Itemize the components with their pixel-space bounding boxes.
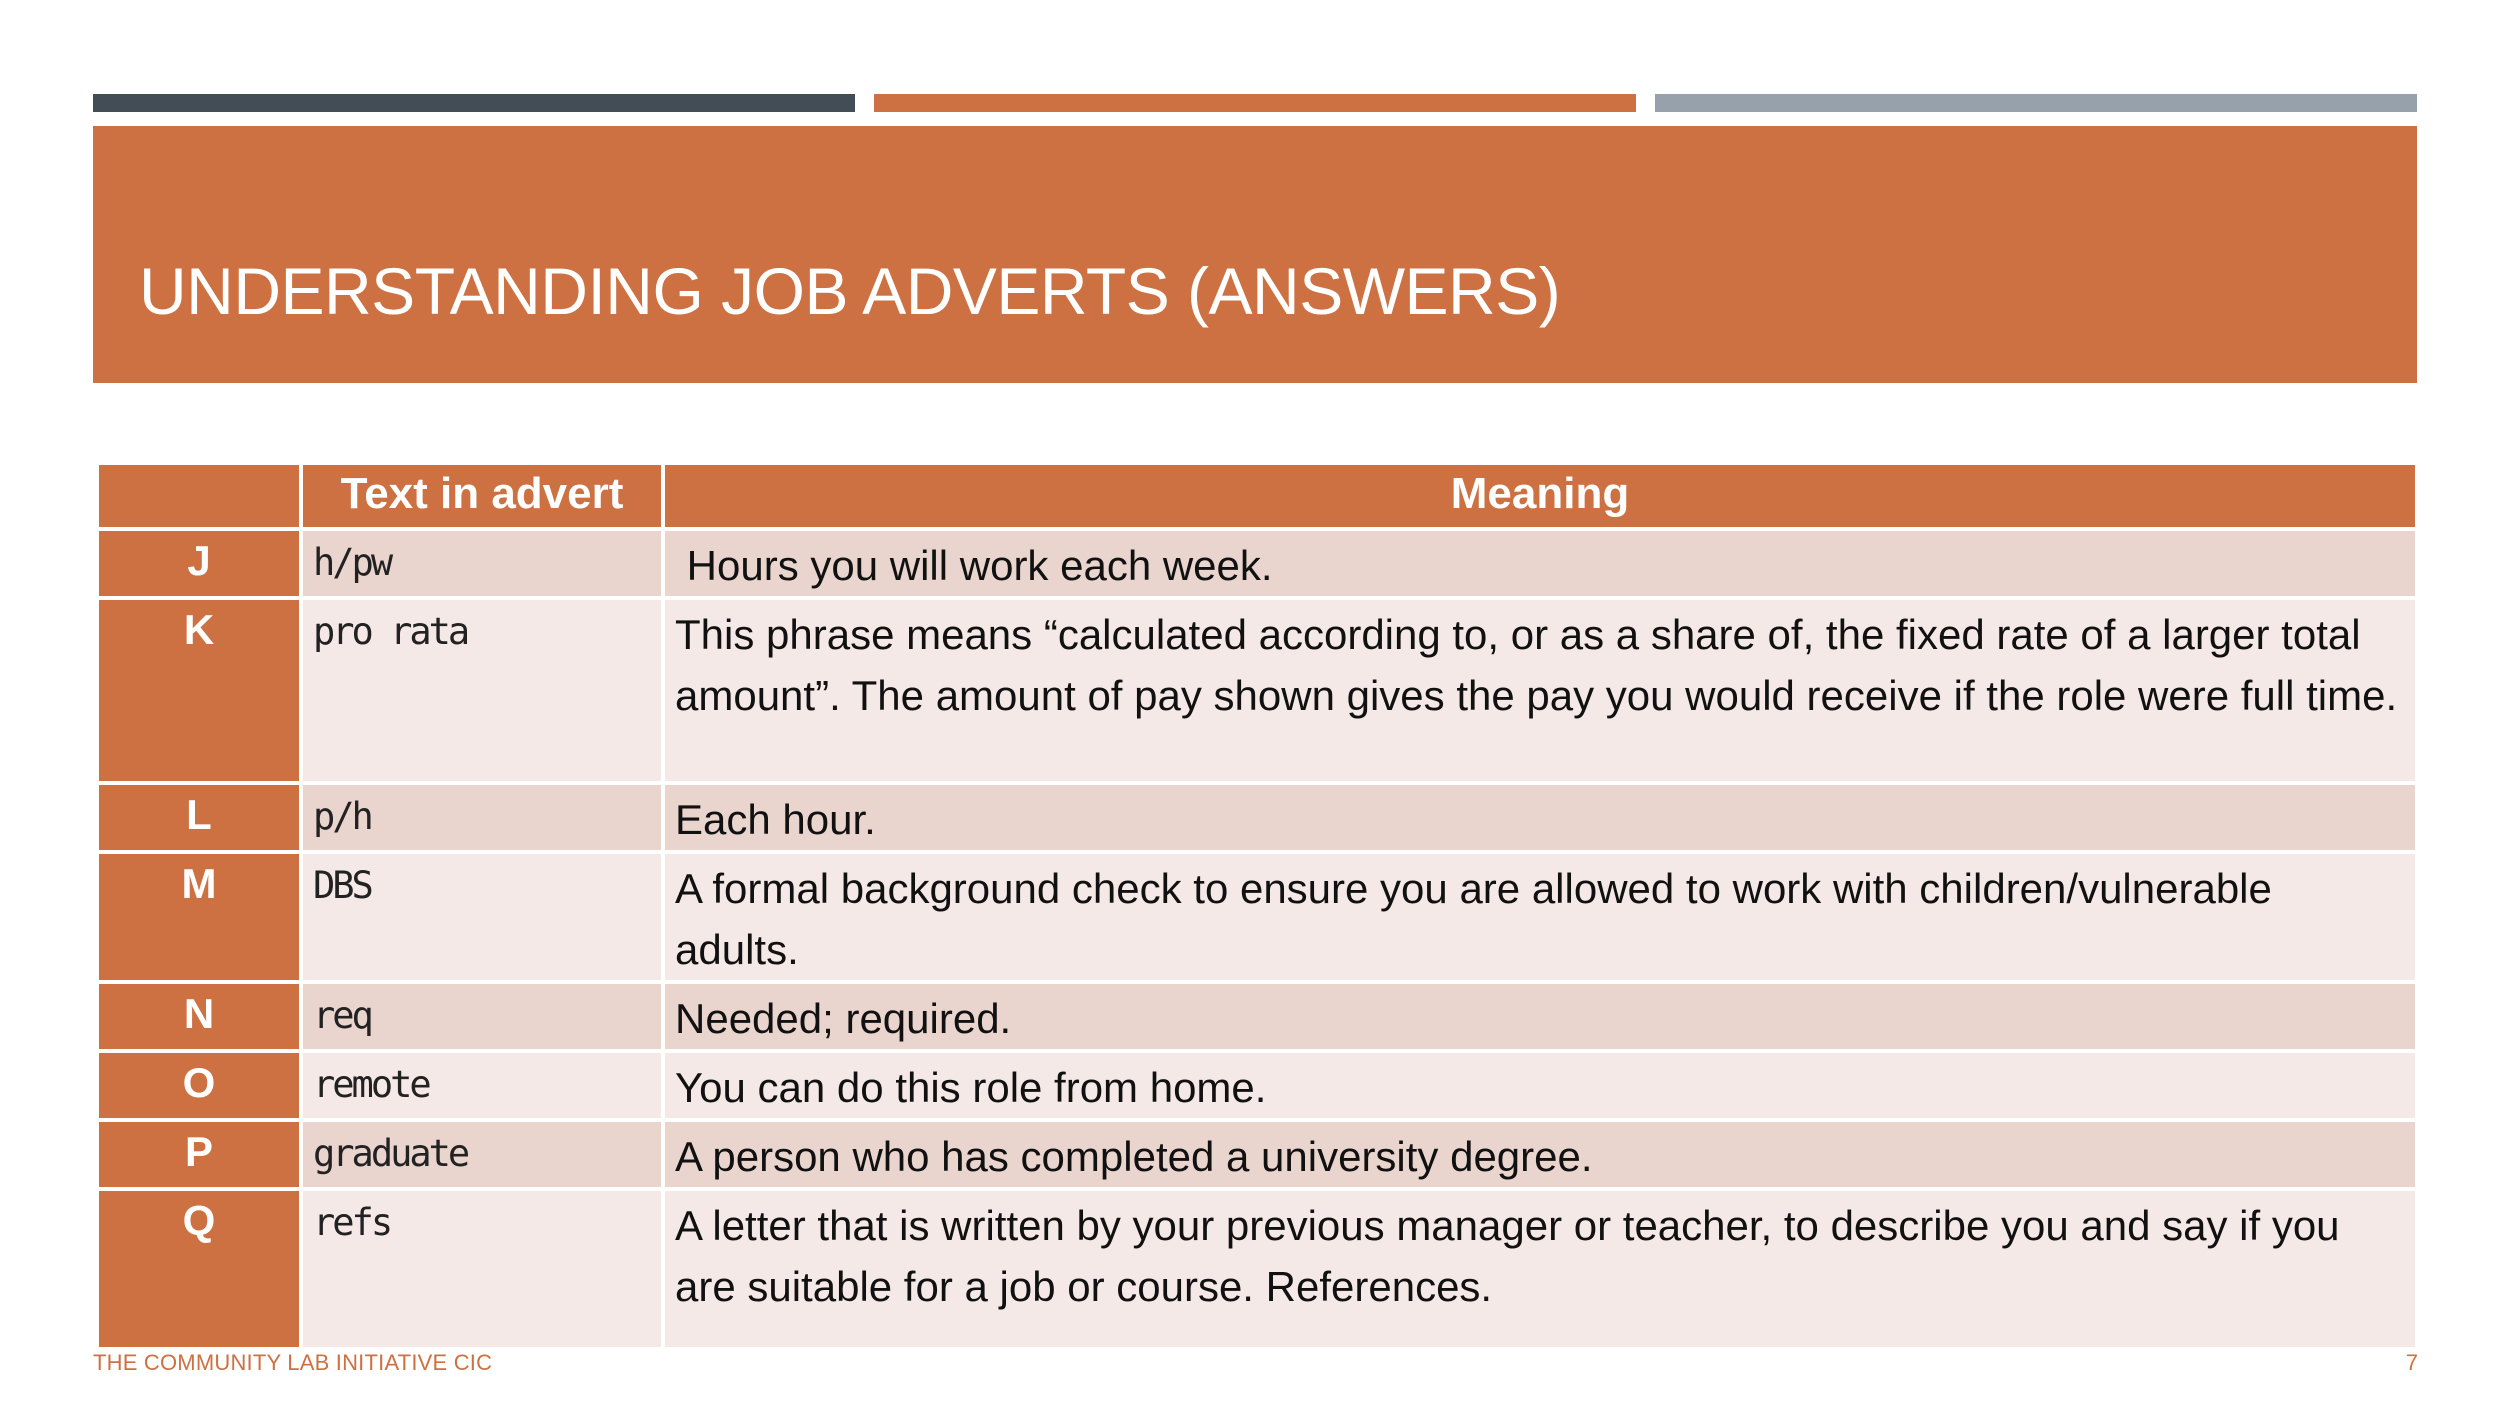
table-row	[97, 982, 2417, 1051]
answers-table	[95, 461, 2419, 1351]
row-letter: J	[97, 529, 301, 598]
row-meaning: Each hour.	[663, 783, 2417, 852]
top-accent-bar-orange	[874, 94, 1636, 112]
row-letter: O	[97, 1051, 301, 1120]
row-letter: N	[97, 982, 301, 1051]
row-letter: Q	[97, 1189, 301, 1349]
row-advert-text: graduate	[301, 1120, 663, 1189]
row-letter: K	[97, 598, 301, 783]
top-accent-bar-grey	[1655, 94, 2417, 112]
row-letter: P	[97, 1120, 301, 1189]
row-advert-text: pro rata	[301, 598, 663, 783]
header-text-in-advert: Text in advert	[301, 463, 663, 529]
slide-title: UNDERSTANDING JOB ADVERTS (ANSWERS)	[139, 254, 1561, 328]
table-row	[97, 852, 2417, 982]
row-letter: L	[97, 783, 301, 852]
header-letter	[97, 463, 301, 529]
row-meaning: A person who has completed a university degree.	[663, 1120, 2417, 1189]
row-advert-text: remote	[301, 1051, 663, 1120]
row-meaning: Hours you will work each week.	[663, 529, 2417, 598]
table-row	[97, 1051, 2417, 1120]
row-advert-text: refs	[301, 1189, 663, 1349]
table-row	[97, 529, 2417, 598]
row-letter: M	[97, 852, 301, 982]
header-meaning: Meaning	[663, 463, 2417, 529]
row-meaning: A letter that is written by your previous manager or teacher, to describe you and say if you are suitable for a job or course. References.	[663, 1189, 2417, 1349]
table-row	[97, 783, 2417, 852]
footer-organisation: THE COMMUNITY LAB INITIATIVE CIC	[93, 1350, 493, 1375]
row-advert-text: req	[301, 982, 663, 1051]
table-row	[97, 1120, 2417, 1189]
page-number: 7	[2405, 1350, 2418, 1375]
table-header-row	[97, 463, 2417, 529]
row-meaning: You can do this role from home.	[663, 1051, 2417, 1120]
row-meaning: A formal background check to ensure you are allowed to work with children/vulnerable adults.	[663, 852, 2417, 982]
row-advert-text: p/h	[301, 783, 663, 852]
table-row	[97, 598, 2417, 783]
title-band	[93, 126, 2417, 383]
row-meaning: Needed; required.	[663, 982, 2417, 1051]
row-advert-text: DBS	[301, 852, 663, 982]
table-row	[97, 1189, 2417, 1349]
row-meaning: This phrase means “calculated according to, or as a share of, the fixed rate of a larger total amount”. The amount of pay shown gives the pay you would receive if the role were full time.	[663, 598, 2417, 783]
row-advert-text: h/pw	[301, 529, 663, 598]
top-accent-bar-dark	[93, 94, 855, 112]
